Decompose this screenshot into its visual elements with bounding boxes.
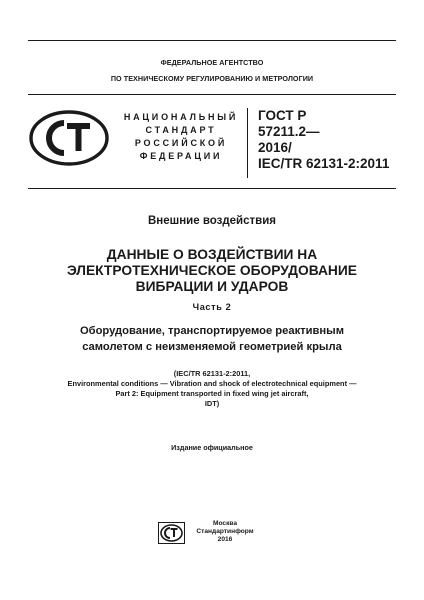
vertical-divider — [247, 108, 248, 178]
main-title-line-1: ДАННЫЕ О ВОЗДЕЙСТВИИ НА — [106, 247, 318, 262]
part-title-line-1: Оборудование, транспортируемое реактивным — [79, 325, 344, 337]
publication-year: 2016 — [217, 536, 233, 543]
part-title-line-2: самолетом с неизменяемой геометрией крыла — [82, 341, 342, 353]
document-subtitle: Внешние воздействия — [148, 215, 276, 227]
main-title-line-3: ВИБРАЦИИ И УДАРОВ — [135, 279, 289, 294]
gost-designation-1: ГОСТ Р — [258, 108, 307, 123]
edition-label: Издание официальное — [171, 443, 253, 452]
agency-line-2: ПО ТЕХНИЧЕСКОМУ РЕГУЛИРОВАНИЮ И МЕТРОЛОГИИ — [110, 74, 314, 83]
part-label: Часть 2 — [192, 302, 232, 312]
standartinform-logo-icon — [158, 522, 185, 544]
english-title-line-4: IDT) — [204, 399, 220, 408]
gost-r-logo-icon — [28, 109, 110, 167]
standard-word-3: РОССИЙСКОЙ — [134, 138, 228, 148]
agency-line-1: ФЕДЕРАЛЬНОЕ АГЕНТСТВО — [160, 58, 264, 67]
gost-designation-3: 2016/ — [258, 140, 292, 155]
gost-designation-4: IEC/TR 62131-2:2011 — [258, 156, 390, 171]
publisher-city: Москва — [212, 520, 238, 527]
top-rule — [28, 40, 396, 41]
english-title-line-2: Environmental conditions — Vibration and shock of electrotechnical equipment — — [67, 379, 357, 388]
publisher-name: Стандартинформ — [196, 528, 254, 535]
standard-word-4: ФЕДЕРАЦИИ — [139, 151, 223, 161]
gost-designation-2: 57211.2— — [258, 124, 320, 139]
english-title-line-1: (IEC/TR 62131-2:2011, — [173, 369, 251, 378]
main-title-line-2: ЭЛЕКТРОТЕХНИЧЕСКОЕ ОБОРУДОВАНИЕ — [66, 263, 358, 278]
standard-word-2: СТАНДАРТ — [145, 125, 217, 135]
lower-rule — [28, 188, 396, 189]
standard-word-1: НАЦИОНАЛЬНЫЙ — [123, 112, 239, 122]
english-title-line-3: Part 2: Equipment transported in fixed wing jet aircraft, — [115, 389, 309, 398]
middle-rule — [28, 94, 396, 95]
